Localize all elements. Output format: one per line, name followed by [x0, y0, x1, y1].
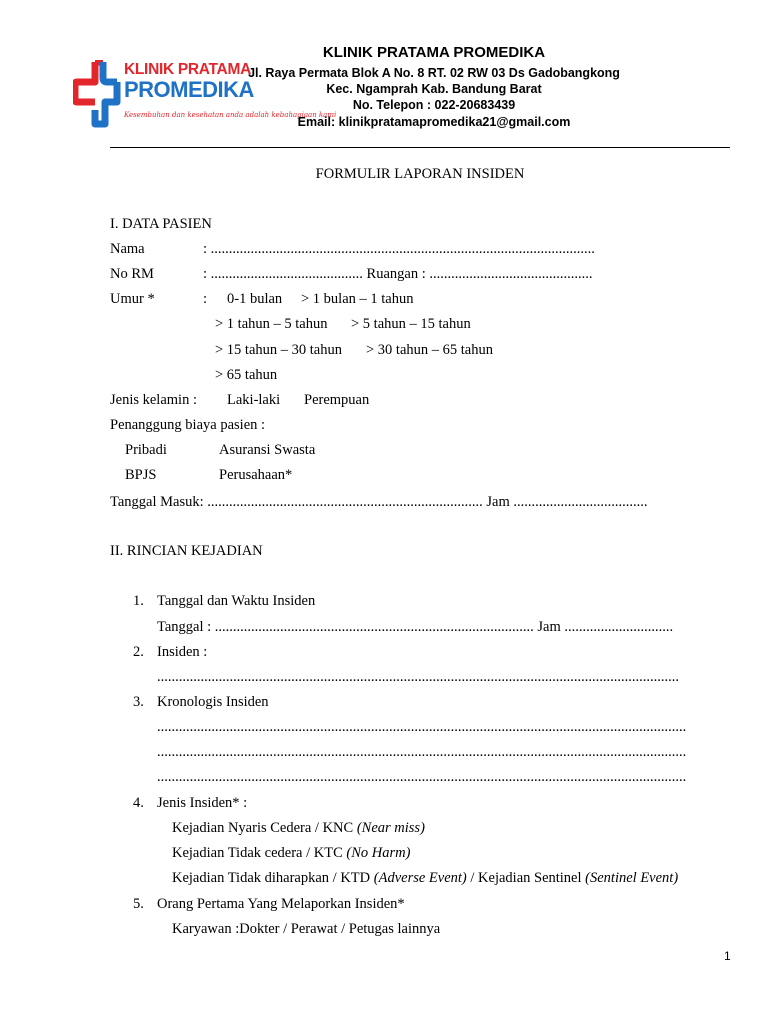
penanggung-label: Penanggung biaya pasien : — [110, 417, 266, 433]
item-number: 3. — [133, 694, 144, 710]
clinic-address-1: Jl. Raya Permata Blok A No. 8 RT. 02 RW 03 Ds Gadobangkong — [248, 66, 620, 80]
item-number: 5. — [133, 896, 144, 912]
form-title: FORMULIR LAPORAN INSIDEN — [315, 166, 525, 182]
umur-option[interactable]: > 65 tahun — [215, 367, 278, 383]
item3-kronologi-field[interactable]: .................................................................................................................................................. — [157, 719, 687, 735]
jenis-insiden-option-knc[interactable] — [172, 819, 425, 837]
umur-option[interactable]: > 5 tahun – 15 tahun — [351, 316, 471, 332]
umur-label: Umur * — [110, 291, 155, 307]
umur-option[interactable]: > 30 tahun – 65 tahun — [366, 342, 493, 358]
logo-line1: KLINIK PRATAMA — [124, 61, 251, 78]
item-number: 4. — [133, 795, 144, 811]
pelapor-option-karyawan[interactable]: Karyawan :Dokter / Perawat / Petugas lainnya — [172, 921, 441, 937]
penanggung-option[interactable]: Asuransi Swasta — [219, 442, 316, 458]
penanggung-option[interactable]: BPJS — [125, 467, 157, 483]
item1-label: Tanggal dan Waktu Insiden — [157, 593, 316, 609]
option-text-italic: (No Harm) — [346, 845, 411, 861]
option-text-italic: (Sentinel Event) — [585, 870, 679, 886]
item-number: 2. — [133, 644, 144, 660]
jenis-insiden-option-ktd-sentinel[interactable] — [172, 869, 678, 887]
header-divider — [110, 147, 730, 148]
clinic-email: Email: klinikpratamapromedika21@gmail.com — [297, 115, 571, 129]
norm-label: No RM — [110, 266, 154, 282]
penanggung-option[interactable]: Pribadi — [125, 442, 167, 458]
umur-option[interactable]: > 15 tahun – 30 tahun — [215, 342, 342, 358]
item3-kronologi-field[interactable]: .................................................................................................................................................. — [157, 744, 687, 760]
item-number: 1. — [133, 593, 144, 609]
item2-insiden-field[interactable]: ................................................................................................................................................ — [157, 669, 679, 685]
jenis-kelamin-option[interactable]: Laki-laki — [227, 392, 281, 408]
umur-option[interactable]: > 1 tahun – 5 tahun — [215, 316, 328, 332]
item1-date-time-field[interactable]: Tanggal : ........................................................................................ Jam .............................. — [157, 619, 674, 635]
item2-label: Insiden : — [157, 644, 208, 660]
option-text: Kejadian Tidak diharapkan / KTD — [172, 870, 374, 886]
item4-label: Jenis Insiden* : — [157, 795, 248, 811]
penanggung-option[interactable]: Perusahaan* — [219, 467, 293, 483]
tanggal-masuk-field[interactable]: Tanggal Masuk: ............................................................................ Jam ..................................... — [110, 494, 648, 510]
logo-tagline: Kesembuhan dan kesehatan anda adalah kebahagiaan kami — [124, 111, 337, 119]
option-text: Kejadian Tidak cedera / KTC — [172, 845, 347, 861]
medical-cross-logo-icon — [73, 60, 123, 128]
umur-option[interactable]: > 1 bulan – 1 tahun — [301, 291, 414, 307]
option-text: Kejadian Nyaris Cedera / KNC — [172, 820, 357, 836]
norm-ruangan-field[interactable]: : .......................................... Ruangan : ............................................. — [203, 266, 593, 282]
nama-label: Nama — [110, 241, 145, 257]
section1-heading: I. DATA PASIEN — [110, 216, 212, 232]
page-number: 1 — [724, 949, 731, 963]
nama-field[interactable]: : .......................................................................................................... — [203, 241, 595, 257]
section2-heading: II. RINCIAN KEJADIAN — [110, 543, 263, 559]
jenis-insiden-option-ktc[interactable] — [172, 844, 410, 862]
option-text-italic: (Adverse Event) — [373, 870, 467, 886]
jenis-kelamin-option[interactable]: Perempuan — [304, 392, 370, 408]
umur-colon: : — [203, 291, 208, 307]
item3-kronologi-field[interactable]: .................................................................................................................................................. — [157, 769, 687, 785]
item3-label: Kronologis Insiden — [157, 694, 269, 710]
option-text: / Kejadian Sentinel — [466, 870, 586, 886]
item5-label: Orang Pertama Yang Melaporkan Insiden* — [157, 896, 405, 912]
option-text-italic: (Near miss) — [356, 820, 425, 836]
umur-option[interactable]: 0-1 bulan — [227, 291, 283, 307]
logo-line2: PROMEDIKA — [124, 77, 254, 102]
clinic-address-2: Kec. Ngamprah Kab. Bandung Barat — [326, 82, 542, 96]
clinic-name: KLINIK PRATAMA PROMEDIKA — [322, 44, 546, 61]
jenis-kelamin-label: Jenis kelamin : — [110, 392, 197, 408]
clinic-phone: No. Telepon : 022-20683439 — [352, 98, 516, 112]
